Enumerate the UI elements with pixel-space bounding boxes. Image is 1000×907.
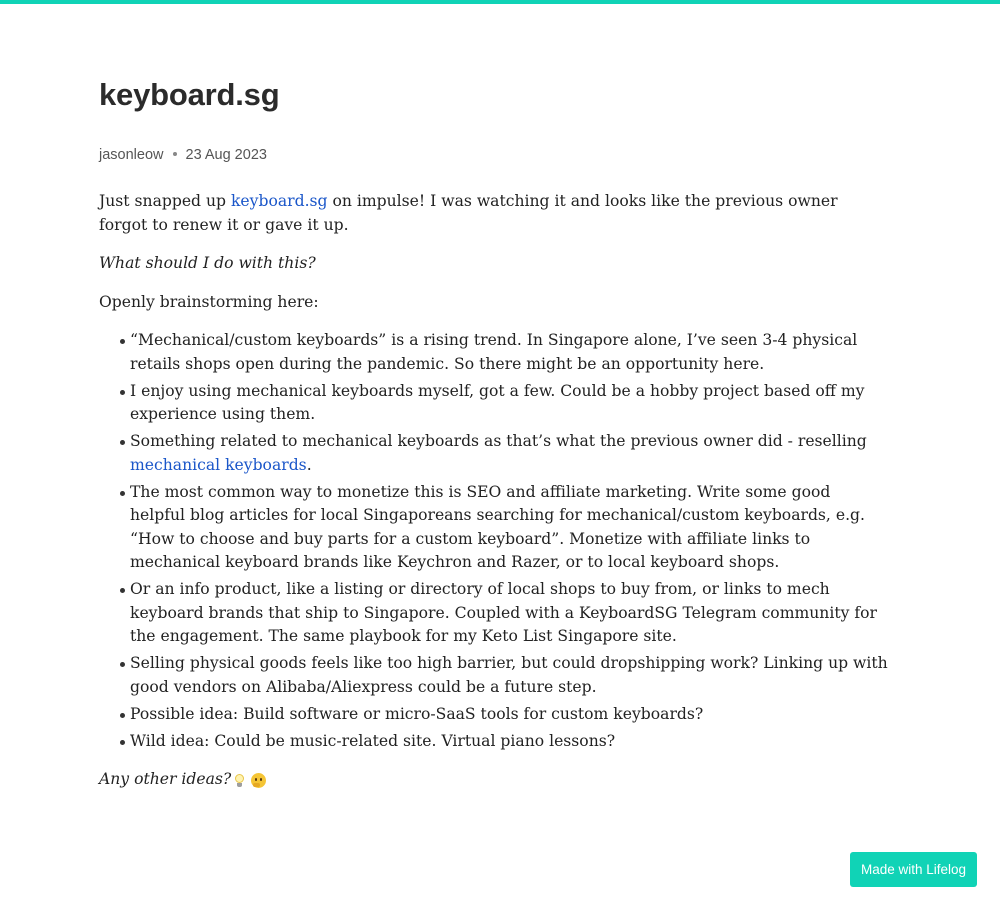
- list-item: “Mechanical/custom keyboards” is a rising trend. In Singapore alone, I’ve seen 3-4 physical retails shops open during the pandemic. So there might be an opportunity here.: [130, 329, 889, 376]
- list-item: Something related to mechanical keyboards as that’s what the previous owner did - reselling mechanical keyboards.: [130, 430, 889, 477]
- intro-paragraph: Just snapped up keyboard.sg on impulse! I was watching it and looks like the previous owner forgot to renew it or gave it up.: [99, 192, 838, 234]
- list-item: Selling physical goods feels like too high barrier, but could dropshipping work? Linking up with good vendors on Alibaba/Aliexpress could be a future step.: [130, 652, 889, 699]
- top-accent-bar: [0, 0, 1000, 4]
- list-item: Possible idea: Build software or micro-SaaS tools for custom keyboards?: [130, 703, 889, 727]
- post-title: keyboard.sg: [99, 77, 280, 112]
- question-paragraph: What should I do with this?: [99, 254, 316, 272]
- keyboard-sg-link[interactable]: keyboard.sg: [230, 192, 328, 210]
- meta-separator-dot: [173, 152, 177, 156]
- post-author: jasonleow: [99, 147, 164, 163]
- brainstorm-lead: Openly brainstorming here:: [99, 292, 319, 311]
- ideas-list: [99, 329, 889, 753]
- light-bulb-icon: [235, 774, 244, 787]
- post-body: [99, 190, 889, 807]
- made-with-lifelog-button[interactable]: Made with Lifelog: [850, 852, 977, 887]
- list-item: The most common way to monetize this is SEO and affiliate marketing. Write some good helpful blog articles for local Singaporeans searching for mechanical/custom keyboards, e.g. “How to choose and buy parts for a custom keyboard”. Monetize with affiliate links to mechanical keyboard brands like Keychron and Razer, or to local keyboard shops.: [130, 481, 889, 575]
- thinking-face-icon: [251, 773, 266, 788]
- post-date: 23 Aug 2023: [185, 147, 267, 163]
- list-item: I enjoy using mechanical keyboards myself, got a few. Could be a hobby project based off my experience using them.: [130, 380, 889, 427]
- list-item: Wild idea: Could be music-related site. Virtual piano lessons?: [130, 730, 889, 754]
- list-item: Or an info product, like a listing or directory of local shops to buy from, or links to mech keyboard brands that ship to Singapore. Coupled with a KeyboardSG Telegram community for the engagement. The same playbook for my Keto List Singapore site.: [130, 578, 889, 649]
- closing-paragraph: Any other ideas?: [99, 768, 889, 792]
- post-meta: [99, 145, 267, 165]
- mechanical-keyboards-link[interactable]: mechanical keyboards: [130, 455, 307, 474]
